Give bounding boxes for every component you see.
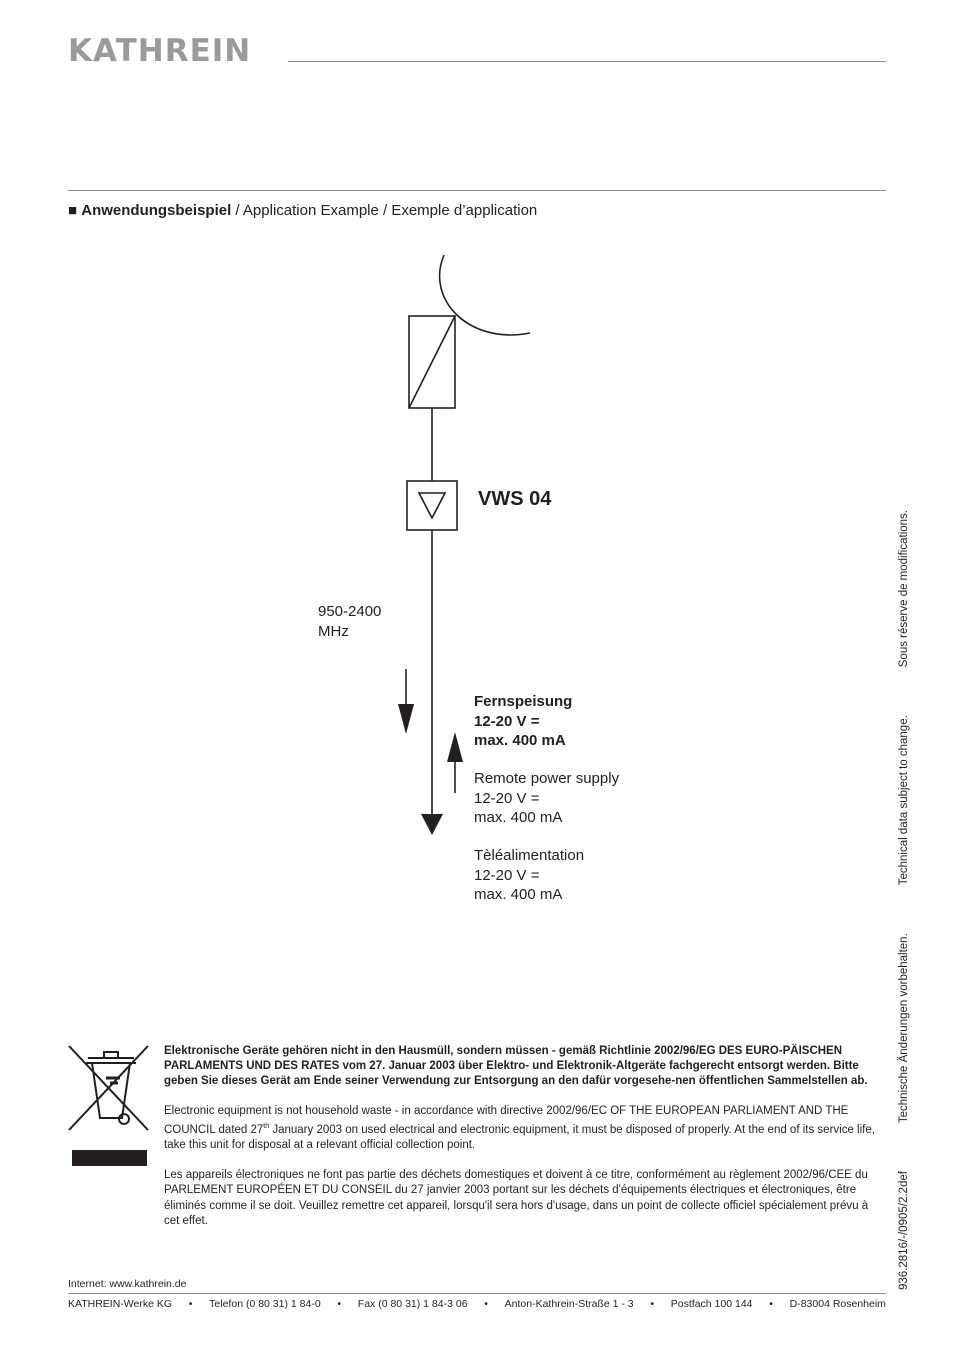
signal-down-arrow-icon [398,704,414,734]
disposal-en-sup: th [263,1123,270,1130]
power-de-title: Fernspeisung [474,693,573,710]
section-title-bold: Anwendungsbeispiel [81,202,232,219]
power-fr-voltage: 12-20 V = [474,866,540,884]
footer-sep-1: • [188,1298,193,1310]
side-text-fr: Sous réserve de modifications. [898,510,910,668]
power-fr-current: max. 400 mA [474,886,563,903]
weee-bin-icon [69,1046,148,1130]
power-fr-title: Tèléalimentation [474,847,585,864]
frequency-range: 950-2400 [318,603,382,620]
frequency-label [318,602,381,641]
doc-number: 936.2816/-/0905/2.2def [898,1171,910,1290]
footer-sep-4: • [650,1298,655,1310]
power-de-voltage: 12-20 V = [474,712,540,730]
power-en-current: max. 400 mA [474,809,563,826]
side-text-en: Technical data subject to change. [898,715,910,886]
footer-sep-3: • [484,1298,488,1310]
lnb-diagonal [409,316,455,408]
satellite-dish-icon [440,255,530,335]
footer-fax: Fax (0 80 31) 1 84-3 06 [357,1298,468,1310]
amplifier-triangle-icon [419,493,445,518]
disposal-notice [164,1044,882,1245]
footer-company: KATHREIN-Werke KG [68,1298,173,1310]
section-title-rest: / Application Example / Exemple d’application [231,202,538,219]
side-text-de: Technische Änderungen vorbehalten. [898,933,910,1124]
internet-address: Internet: www.kathrein.de [68,1278,187,1290]
section-bullet: ■ [68,202,78,219]
power-de-current: max. 400 mA [474,732,566,749]
disposal-text-en [164,1104,882,1153]
footer-address [68,1298,886,1310]
signal-output-arrow-icon [421,814,443,835]
disposal-en-part1: Electronic equipment is not household waste - in accordance with directive 2002/96/EC OF THE EUROPEAN PARLIAMENT AND THE COUNCIL dated 27 [164,1105,849,1136]
amplifier-box-icon [407,481,457,530]
footer-postbox: Postfach 100 144 [670,1298,753,1310]
disposal-en-part2: January 2003 on used electrical and electronic equipment, it must be disposed of properly. At the end of its service life, take this unit for disposal at a relevant official collection point. [164,1123,875,1151]
power-supply-en [474,769,619,828]
side-text [898,510,910,1290]
power-en-voltage: 12-20 V = [474,789,540,807]
power-en-title: Remote power supply [474,770,620,787]
footer-sep-2: • [337,1298,342,1310]
footer-street: Anton-Kathrein-Straße 1 - 3 [504,1298,634,1310]
disposal-text-de: Elektronische Geräte gehören nicht in den Hausmüll, sondern müssen - gemäß Richtlinie 2002/96/EG DES EURO-PÄISCHEN PARLAMENTS UND DES RATES vom 27. Januar 2003 über Elektro- und Elektronik-Altgeräte fachgerecht entsorgt werden. Bitte geben Sie dieses Gerät am Ende seiner Verwendung zur Entsorgung an den dafür vorgesehe-nen öffentlichen Sammelstellen ab. [164,1045,868,1087]
power-supply-de [474,692,572,751]
footer-sep-5: • [769,1298,773,1310]
kathrein-logo: KATHREIN [68,33,252,69]
weee-black-bar [72,1150,147,1166]
power-up-arrow-icon [447,732,463,762]
footer-rule [68,1293,886,1294]
amplifier-label: VWS 04 [478,488,552,510]
disposal-text-fr: Les appareils électroniques ne font pas partie des déchets domestiques et doivent à ce titre, conformément au règlement 2002/96/CEE du PARLEMENT EUROPÉEN ET DU CONSEIL du 27 janvier 2003 portant sur les déchets d'équipements électriques et électroniques, être éliminés comme il se doit. Veuillez remettre cet appareil, lorsqu'il sera hors d'usage, dans un point de collecte officiel spécialement prévu à cet effet. [164,1168,869,1228]
footer-phone: Telefon (0 80 31) 1 84-0 [209,1298,321,1310]
footer-city: D-83004 Rosenheim [789,1298,886,1310]
power-supply-fr [474,846,584,905]
frequency-unit: MHz [318,622,349,640]
